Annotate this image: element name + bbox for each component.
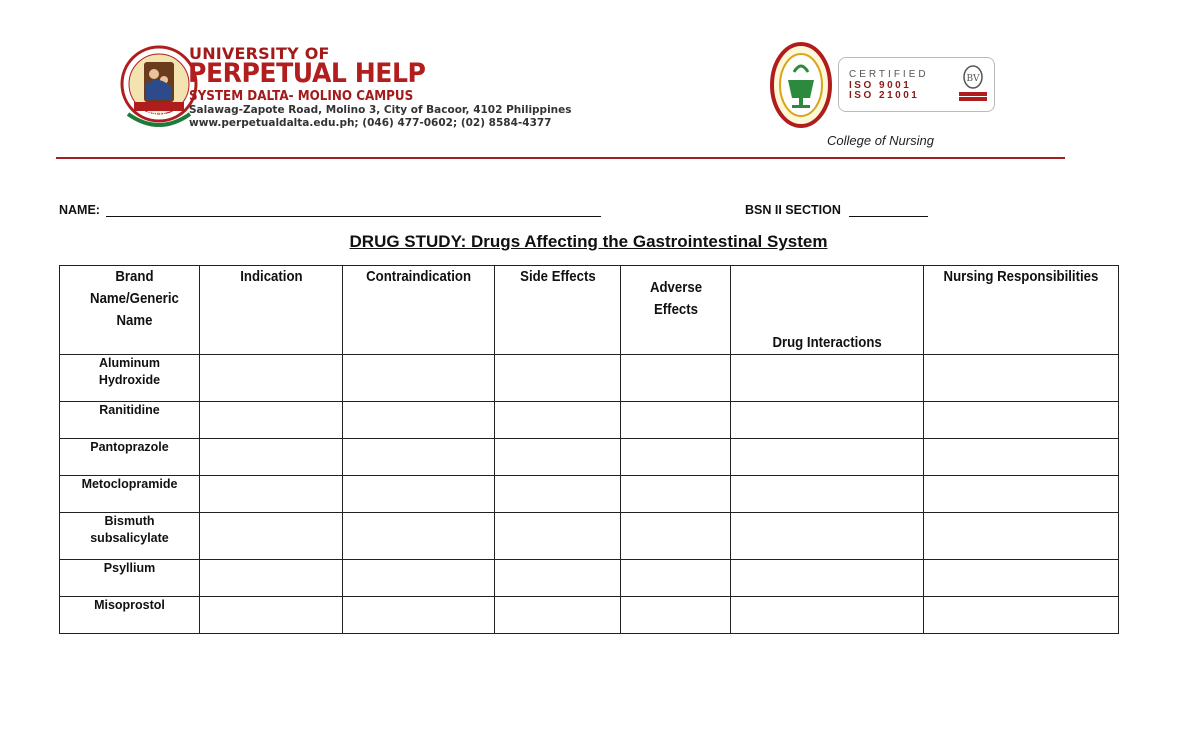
drug-name-cell: Ranitidine — [60, 402, 200, 439]
drug-name-cell: Psyllium — [60, 560, 200, 597]
indication-cell[interactable] — [200, 513, 343, 560]
contraindication-cell[interactable] — [343, 597, 495, 634]
contraindication-cell[interactable] — [343, 560, 495, 597]
contraindication-cell[interactable] — [343, 439, 495, 476]
side-effects-cell[interactable] — [495, 355, 621, 402]
college-name: College of Nursing — [827, 133, 934, 148]
column-header-brand-generic-name: Brand Name/Generic Name — [60, 266, 200, 355]
contraindication-cell[interactable] — [343, 402, 495, 439]
college-of-nursing-seal-logo — [770, 42, 832, 128]
drug-interactions-cell[interactable] — [731, 560, 924, 597]
nursing-responsibilities-cell[interactable] — [924, 439, 1119, 476]
drug-interactions-cell[interactable] — [731, 355, 924, 402]
university-contact: www.perpetualdalta.edu.ph; (046) 477-0602; (02) 8584-4377 — [189, 117, 552, 129]
adverse-effects-cell[interactable] — [621, 560, 731, 597]
indication-cell[interactable] — [200, 439, 343, 476]
indication-cell[interactable] — [200, 476, 343, 513]
name-label: NAME: — [59, 203, 100, 217]
adverse-effects-cell[interactable] — [621, 597, 731, 634]
column-header-side-effects: Side Effects — [495, 266, 621, 355]
column-header-adverse-effects: Adverse Effects — [621, 266, 731, 355]
side-effects-cell[interactable] — [495, 513, 621, 560]
university-campus: SYSTEM DALTA- MOLINO CAMPUS — [189, 89, 414, 104]
side-effects-cell[interactable] — [495, 597, 621, 634]
section-field-line[interactable] — [849, 216, 928, 217]
svg-text:BV: BV — [966, 74, 980, 84]
table-row — [60, 355, 1119, 402]
section-label: BSN II SECTION — [745, 203, 841, 217]
drug-interactions-cell[interactable] — [731, 476, 924, 513]
side-effects-cell[interactable] — [495, 402, 621, 439]
drug-name-cell: Aluminum Hydroxide — [60, 355, 200, 402]
side-effects-cell[interactable] — [495, 476, 621, 513]
table-row — [60, 597, 1119, 634]
drug-interactions-cell[interactable] — [731, 439, 924, 476]
nursing-responsibilities-cell[interactable] — [924, 402, 1119, 439]
indication-cell[interactable] — [200, 560, 343, 597]
table-row — [60, 439, 1119, 476]
drug-name-cell: Bismuth subsalicylate — [60, 513, 200, 560]
drug-name-cell: Metoclopramide — [60, 476, 200, 513]
drug-name-cell: Misoprostol — [60, 597, 200, 634]
bureau-veritas-logo — [956, 64, 990, 104]
nursing-responsibilities-cell[interactable] — [924, 513, 1119, 560]
column-header-contraindication: Contraindication — [343, 266, 495, 355]
side-effects-cell[interactable] — [495, 439, 621, 476]
name-field-line[interactable] — [106, 216, 601, 217]
adverse-effects-cell[interactable] — [621, 402, 731, 439]
table-row — [60, 513, 1119, 560]
university-name-line2: PERPETUAL HELP — [188, 58, 426, 89]
column-header-drug-interactions: Drug Interactions — [731, 266, 924, 355]
university-address: Salawag-Zapote Road, Molino 3, City of Bacoor, 4102 Philippines — [189, 104, 572, 116]
contraindication-cell[interactable] — [343, 476, 495, 513]
header-divider — [56, 157, 1065, 159]
adverse-effects-cell[interactable] — [621, 439, 731, 476]
iso-9001-label: ISO 9001 — [849, 80, 912, 91]
adverse-effects-cell[interactable] — [621, 513, 731, 560]
table-header-row — [60, 266, 1119, 355]
column-header-nursing-responsibilities: Nursing Responsibilities — [924, 266, 1119, 355]
indication-cell[interactable] — [200, 355, 343, 402]
drug-interactions-cell[interactable] — [731, 402, 924, 439]
drug-interactions-cell[interactable] — [731, 513, 924, 560]
table-row — [60, 476, 1119, 513]
page-title: DRUG STUDY: Drugs Affecting the Gastrointestinal System — [349, 232, 828, 251]
table-row — [60, 402, 1119, 439]
table-row — [60, 560, 1119, 597]
drug-interactions-cell[interactable] — [731, 597, 924, 634]
nursing-responsibilities-cell[interactable] — [924, 476, 1119, 513]
university-name-line1: UNIVERSITY OF — [189, 44, 330, 63]
nursing-responsibilities-cell[interactable] — [924, 560, 1119, 597]
side-effects-cell[interactable] — [495, 560, 621, 597]
adverse-effects-cell[interactable] — [621, 355, 731, 402]
nursing-responsibilities-cell[interactable] — [924, 597, 1119, 634]
drug-name-cell: Pantoprazole — [60, 439, 200, 476]
drug-study-table — [59, 265, 1119, 634]
certified-label: CERTIFIED — [849, 69, 929, 80]
indication-cell[interactable] — [200, 402, 343, 439]
indication-cell[interactable] — [200, 597, 343, 634]
university-seal-logo — [120, 44, 198, 132]
adverse-effects-cell[interactable] — [621, 476, 731, 513]
iso-21001-label: ISO 21001 — [849, 90, 920, 101]
contraindication-cell[interactable] — [343, 355, 495, 402]
seal-banner-text: DALTA — [147, 112, 167, 118]
column-header-indication: Indication — [200, 266, 343, 355]
contraindication-cell[interactable] — [343, 513, 495, 560]
nursing-responsibilities-cell[interactable] — [924, 355, 1119, 402]
